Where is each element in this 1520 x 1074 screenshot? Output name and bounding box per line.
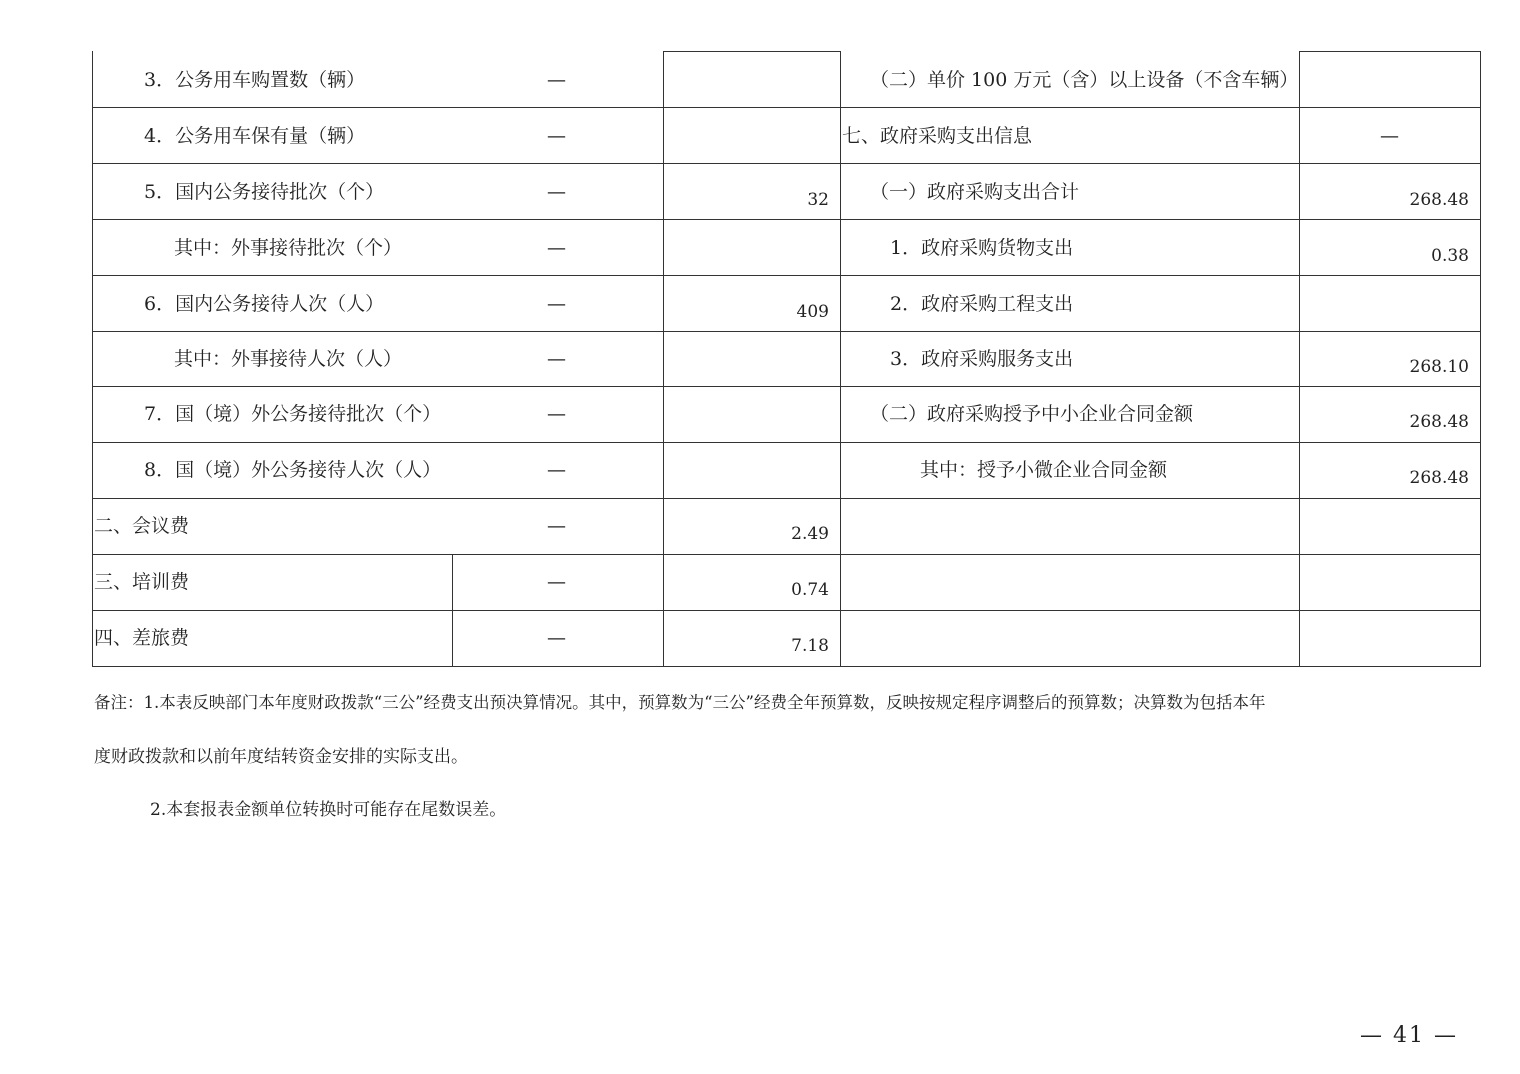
row-left-label: 3．公务用车购置数（辆）: [144, 69, 366, 91]
note-line-2: 度财政拨款和以前年度结转资金安排的实际支出。: [94, 747, 468, 767]
row-left-actual: 409: [796, 302, 829, 322]
row-left-actual: 7.18: [791, 636, 829, 656]
note-line-1: 备注：1.本表反映部门本年度财政拨款“三公”经费支出预决算情况。其中，预算数为“三公”经费全年预算数，反映按规定程序调整后的预算数；决算数为包括本年: [94, 693, 1266, 712]
row-right-label: （二）单价 100 万元（含）以上设备（不含车辆）: [870, 69, 1299, 91]
row-left-budget: —: [547, 515, 566, 537]
row-left-budget: —: [547, 237, 566, 259]
table-row: [92, 332, 1481, 388]
row-left-label: 7．国（境）外公务接待批次（个）: [144, 403, 442, 425]
row-left-budget: —: [547, 69, 566, 91]
row-left-label: 四、差旅费: [94, 627, 190, 649]
row-left-label: 其中：外事接待批次（个）: [174, 237, 403, 259]
row-left-budget: —: [547, 571, 566, 593]
table-row: [92, 52, 1481, 108]
row-left-budget: —: [547, 181, 566, 203]
row-right-value: —: [1380, 125, 1399, 147]
row-right-label: 3．政府采购服务支出: [890, 348, 1074, 370]
row-left-label: 三、培训费: [94, 571, 190, 593]
row-left-budget: —: [547, 348, 566, 370]
table-row: [92, 220, 1481, 276]
row-right-value: 268.10: [1409, 357, 1469, 377]
row-right-label: （一）政府采购支出合计: [870, 181, 1080, 203]
table-row: [92, 164, 1481, 220]
row-left-budget: —: [547, 125, 566, 147]
row-right-label: 其中：授予小微企业合同金额: [920, 459, 1168, 481]
table-row: [92, 387, 1481, 443]
row-left-actual: 0.74: [791, 580, 829, 600]
table-row: [92, 611, 1481, 667]
table-row: [92, 499, 1481, 555]
table-row: [92, 276, 1481, 332]
page-number: — 41 —: [1360, 1023, 1458, 1048]
row-right-value: 268.48: [1409, 412, 1469, 432]
row-right-label: 七、政府采购支出信息: [842, 125, 1033, 147]
row-left-budget: —: [547, 459, 566, 481]
row-left-label: 5．国内公务接待批次（个）: [144, 181, 385, 203]
table-row: [92, 443, 1481, 499]
row-right-label: 2．政府采购工程支出: [890, 293, 1074, 315]
row-left-budget: —: [547, 627, 566, 649]
row-right-label: （二）政府采购授予中小企业合同金额: [870, 403, 1194, 425]
row-left-budget: —: [547, 403, 566, 425]
row-right-value: 0.38: [1431, 246, 1469, 266]
row-left-label: 6．国内公务接待人次（人）: [144, 293, 385, 315]
row-left-label: 8．国（境）外公务接待人次（人）: [144, 459, 442, 481]
row-left-budget: —: [547, 293, 566, 315]
table-row: [92, 555, 1481, 611]
row-right-value: 268.48: [1409, 190, 1469, 210]
note-line-3: 2.本套报表金额单位转换时可能存在尾数误差。: [150, 800, 507, 820]
row-left-label: 二、会议费: [94, 515, 190, 537]
row-left-label: 其中：外事接待人次（人）: [174, 348, 403, 370]
row-right-label: 1．政府采购货物支出: [890, 237, 1074, 259]
row-left-actual: 32: [807, 190, 829, 210]
row-left-actual: 2.49: [791, 524, 829, 544]
table-row: [92, 108, 1481, 164]
row-left-label: 4．公务用车保有量（辆）: [144, 125, 366, 147]
row-right-value: 268.48: [1409, 468, 1469, 488]
